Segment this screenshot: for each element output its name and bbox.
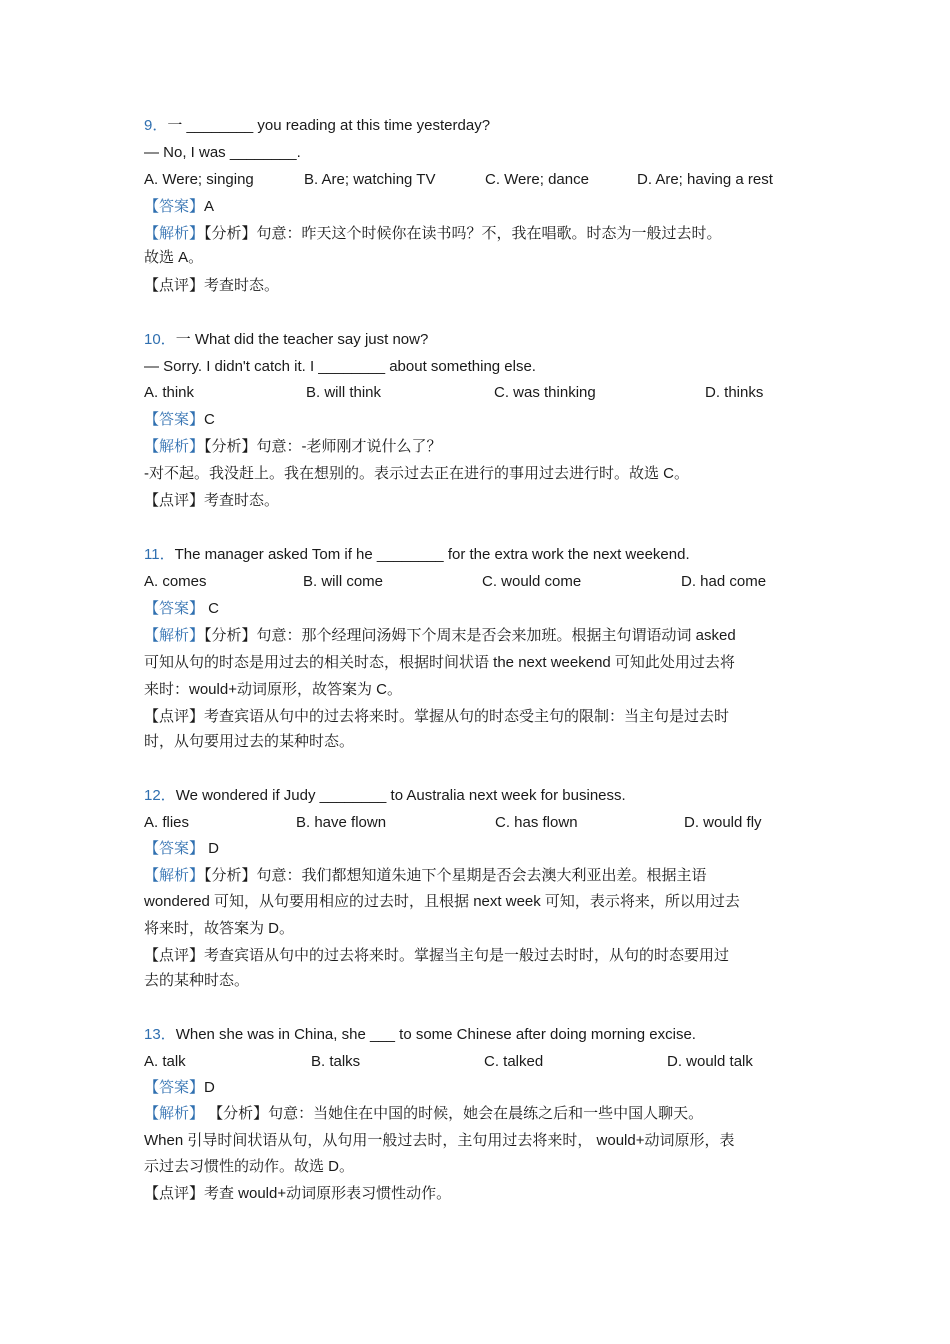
option-b: B. Are; watching TV bbox=[304, 171, 436, 188]
answer-value: C bbox=[204, 411, 215, 428]
answer-value: A bbox=[204, 198, 215, 215]
answer-line bbox=[144, 197, 214, 217]
analysis-line bbox=[144, 1104, 703, 1124]
analysis-text: wondered 可知，从句要用相应的过去时，且根据 next week 可知，表示将来，所以用过去 bbox=[144, 893, 740, 910]
analysis-line bbox=[144, 626, 736, 646]
answer-line bbox=[144, 410, 215, 430]
analysis-text: 【分析】句意：昨天这个时候你在读书吗？不，我在唱歌。时态为一般过去时。 bbox=[204, 225, 722, 242]
comment-text: 【点评】考查 would+动词原形表习惯性动作。 bbox=[144, 1185, 452, 1202]
question-10-stem bbox=[144, 330, 428, 350]
question-number: 13． bbox=[144, 1026, 176, 1043]
option-d: D. had come bbox=[681, 573, 767, 590]
analysis-tag: 【解析】 bbox=[144, 438, 205, 455]
option-c: C. would come bbox=[482, 573, 582, 590]
option-c: C. was thinking bbox=[494, 384, 596, 401]
analysis-text: 【分析】句意：当她住在中国的时候，她会在晨练之后和一些中国人聊天。 bbox=[204, 1105, 704, 1122]
option-a: A. comes bbox=[144, 573, 207, 590]
analysis-tag: 【解析】 bbox=[144, 225, 205, 242]
analysis-text: 示过去习惯性的动作。故选 D。 bbox=[144, 1158, 355, 1175]
analysis-line bbox=[144, 224, 722, 244]
analysis-text: When 引导时间状语从句，从句用一般过去时，主句用过去将来时， would+动词原形，表 bbox=[144, 1132, 735, 1149]
answer-tag: 【答案】 bbox=[144, 198, 205, 215]
option-b: B. have flown bbox=[296, 814, 387, 831]
analysis-tag: 【解析】 bbox=[144, 1105, 205, 1122]
option-a: A. think bbox=[144, 384, 195, 401]
analysis-text: 将来时，故答案为 D。 bbox=[144, 920, 295, 937]
analysis-text: 来时：would+动词原形，故答案为 C。 bbox=[144, 681, 402, 698]
analysis-text: 故选 A。 bbox=[144, 249, 204, 266]
question-text: 一 ________ you reading at this time yesterday? bbox=[167, 117, 491, 134]
option-d: D. would talk bbox=[667, 1053, 753, 1070]
analysis-tag: 【解析】 bbox=[144, 867, 205, 884]
answer-line bbox=[144, 839, 219, 859]
analysis-text: 【分析】句意：那个经理问汤姆下个周末是否会来加班。根据主句谓语动词 asked bbox=[204, 627, 736, 644]
question-text: 一 What did the teacher say just now? bbox=[175, 331, 429, 348]
analysis-line bbox=[144, 866, 707, 886]
answer-value: C bbox=[204, 600, 220, 617]
question-11-stem bbox=[144, 545, 690, 565]
option-d: D. Are; having a rest bbox=[637, 171, 773, 188]
analysis-tag: 【解析】 bbox=[144, 627, 205, 644]
question-13-stem bbox=[144, 1025, 696, 1045]
analysis-text: 【分析】句意：-老师刚才说什么了？ bbox=[204, 438, 442, 455]
option-a: A. flies bbox=[144, 814, 190, 831]
question-text: The manager asked Tom if he ________ for the extra work the next weekend. bbox=[174, 546, 690, 563]
answer-value: D bbox=[204, 840, 220, 857]
question-text: When she was in China, she ___ to some Chinese after doing morning excise. bbox=[175, 1026, 696, 1043]
question-number: 11． bbox=[144, 546, 175, 563]
question-number: 9． bbox=[144, 117, 168, 134]
question-12-stem bbox=[144, 786, 626, 806]
option-c: C. Were; dance bbox=[485, 171, 589, 188]
option-a: A. Were; singing bbox=[144, 171, 254, 188]
answer-tag: 【答案】 bbox=[144, 411, 205, 428]
option-c: C. talked bbox=[484, 1053, 544, 1070]
analysis-line bbox=[144, 437, 442, 457]
answer-line bbox=[144, 1078, 215, 1098]
analysis-text: 【分析】句意：我们都想知道朱迪下个星期是否会去澳大利亚出差。根据主语 bbox=[204, 867, 707, 884]
option-d: D. thinks bbox=[705, 384, 764, 401]
option-c: C. has flown bbox=[495, 814, 578, 831]
comment-text: 去的某种时态。 bbox=[144, 972, 250, 989]
option-b: B. talks bbox=[311, 1053, 361, 1070]
question-text: We wondered if Judy ________ to Australia next week for business. bbox=[175, 787, 626, 804]
answer-line bbox=[144, 599, 219, 619]
answer-value: D bbox=[204, 1079, 215, 1096]
option-a: A. talk bbox=[144, 1053, 186, 1070]
analysis-text: -对不起。我没赶上。我在想别的。表示过去正在进行的事用过去进行时。故选 C。 bbox=[144, 465, 689, 482]
comment-text: 【点评】考查宾语从句中的过去将来时。掌握从句的时态受主句的限制：当主句是过去时 bbox=[144, 708, 730, 725]
question-9-stem bbox=[144, 116, 490, 136]
question-number: 12． bbox=[144, 787, 176, 804]
comment-text: 【点评】考查时态。 bbox=[144, 492, 280, 509]
analysis-text: 可知从句的时态是用过去的相关时态，根据时间状语 the next weekend 可知此处用过去将 bbox=[144, 654, 735, 671]
comment-text: 时，从句要用过去的某种时态。 bbox=[144, 733, 355, 750]
comment-text: 【点评】考查宾语从句中的过去将来时。掌握当主句是一般过去时时，从句的时态要用过 bbox=[144, 947, 730, 964]
answer-tag: 【答案】 bbox=[144, 1079, 205, 1096]
question-9-reply: — No, I was ________. bbox=[144, 144, 301, 161]
answer-tag: 【答案】 bbox=[144, 600, 205, 617]
option-d: D. would fly bbox=[684, 814, 762, 831]
question-10-reply: — Sorry. I didn't catch it. I ________ about something else. bbox=[144, 358, 536, 375]
comment-text: 【点评】考查时态。 bbox=[144, 277, 280, 294]
question-number: 10． bbox=[144, 331, 176, 348]
option-b: B. will come bbox=[303, 573, 384, 590]
answer-tag: 【答案】 bbox=[144, 840, 205, 857]
option-b: B. will think bbox=[306, 384, 382, 401]
